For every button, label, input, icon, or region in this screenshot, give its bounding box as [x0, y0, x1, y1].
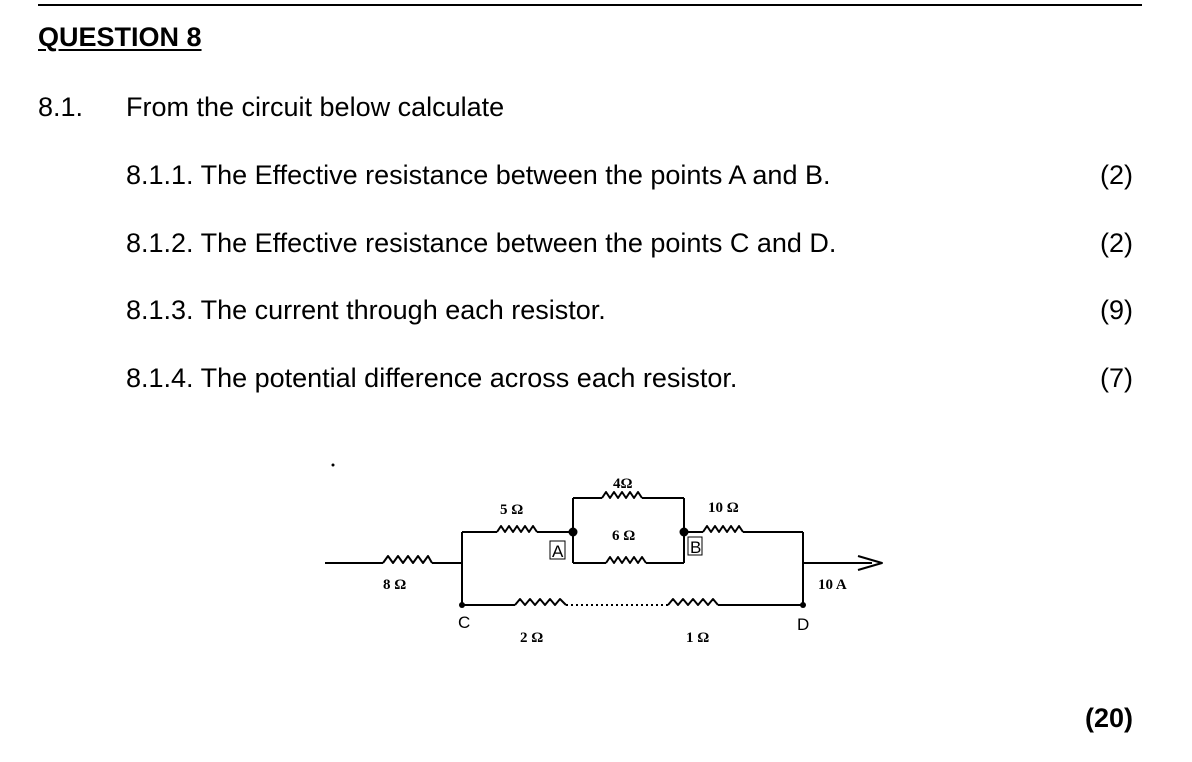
total-marks: (20) — [1084, 703, 1133, 733]
marks-1: (2) — [1100, 160, 1133, 190]
sub-question-label: 8.1.2. — [126, 228, 194, 258]
point-d-label: D — [797, 615, 810, 634]
label-8-ohm: 8 Ω — [383, 577, 407, 593]
resistor-10-ohm — [703, 526, 743, 532]
label-current: 10 A — [818, 577, 847, 593]
top-rule — [38, 4, 1142, 6]
node-c-dot — [459, 602, 465, 608]
sub-question-2 — [126, 228, 836, 259]
node-d-dot — [800, 602, 806, 608]
sub-question-text: The current through each resistor. — [200, 295, 606, 325]
sub-question-text: The potential difference across each resistor. — [200, 363, 738, 393]
sub-question-text: The Effective resistance between the points A and B. — [200, 160, 831, 190]
point-a-label: A — [552, 542, 564, 561]
resistor-2-ohm — [515, 599, 566, 605]
sub-question-1 — [126, 160, 830, 191]
resistor-4-ohm — [602, 492, 642, 498]
marks-2: (2) — [1100, 228, 1133, 258]
resistor-1-ohm — [668, 599, 718, 605]
point-b-label: B — [690, 538, 702, 557]
label-2-ohm: 2 Ω — [520, 630, 544, 646]
stray-mark — [332, 464, 335, 467]
question-title: QUESTION 8 — [38, 22, 202, 52]
resistor-6-ohm — [606, 557, 646, 563]
label-6-ohm: 6 Ω — [612, 528, 636, 544]
circuit-diagram — [300, 452, 900, 652]
marks-3: (9) — [1100, 295, 1133, 325]
question-prompt: From the circuit below calculate — [126, 92, 505, 122]
resistor-8-ohm — [383, 556, 432, 563]
sub-question-label: 8.1.4. — [126, 363, 194, 393]
sub-question-text: The Effective resistance between the points C and D. — [200, 228, 837, 258]
resistor-5-ohm — [497, 526, 537, 532]
point-c-label: C — [458, 613, 471, 632]
label-5-ohm: 5 Ω — [500, 502, 524, 518]
sub-question-4 — [126, 363, 737, 394]
sub-question-label: 8.1.1. — [126, 160, 194, 190]
label-10-ohm: 10 Ω — [708, 500, 739, 516]
label-4-ohm: 4Ω — [613, 476, 633, 492]
sub-question-label: 8.1.3. — [126, 295, 194, 325]
sub-question-3 — [126, 295, 606, 326]
node-b-dot — [680, 528, 689, 537]
question-number: 8.1. — [38, 92, 84, 122]
marks-4: (7) — [1100, 363, 1133, 393]
label-1-ohm: 1 Ω — [686, 630, 710, 646]
node-a-dot — [569, 528, 578, 537]
